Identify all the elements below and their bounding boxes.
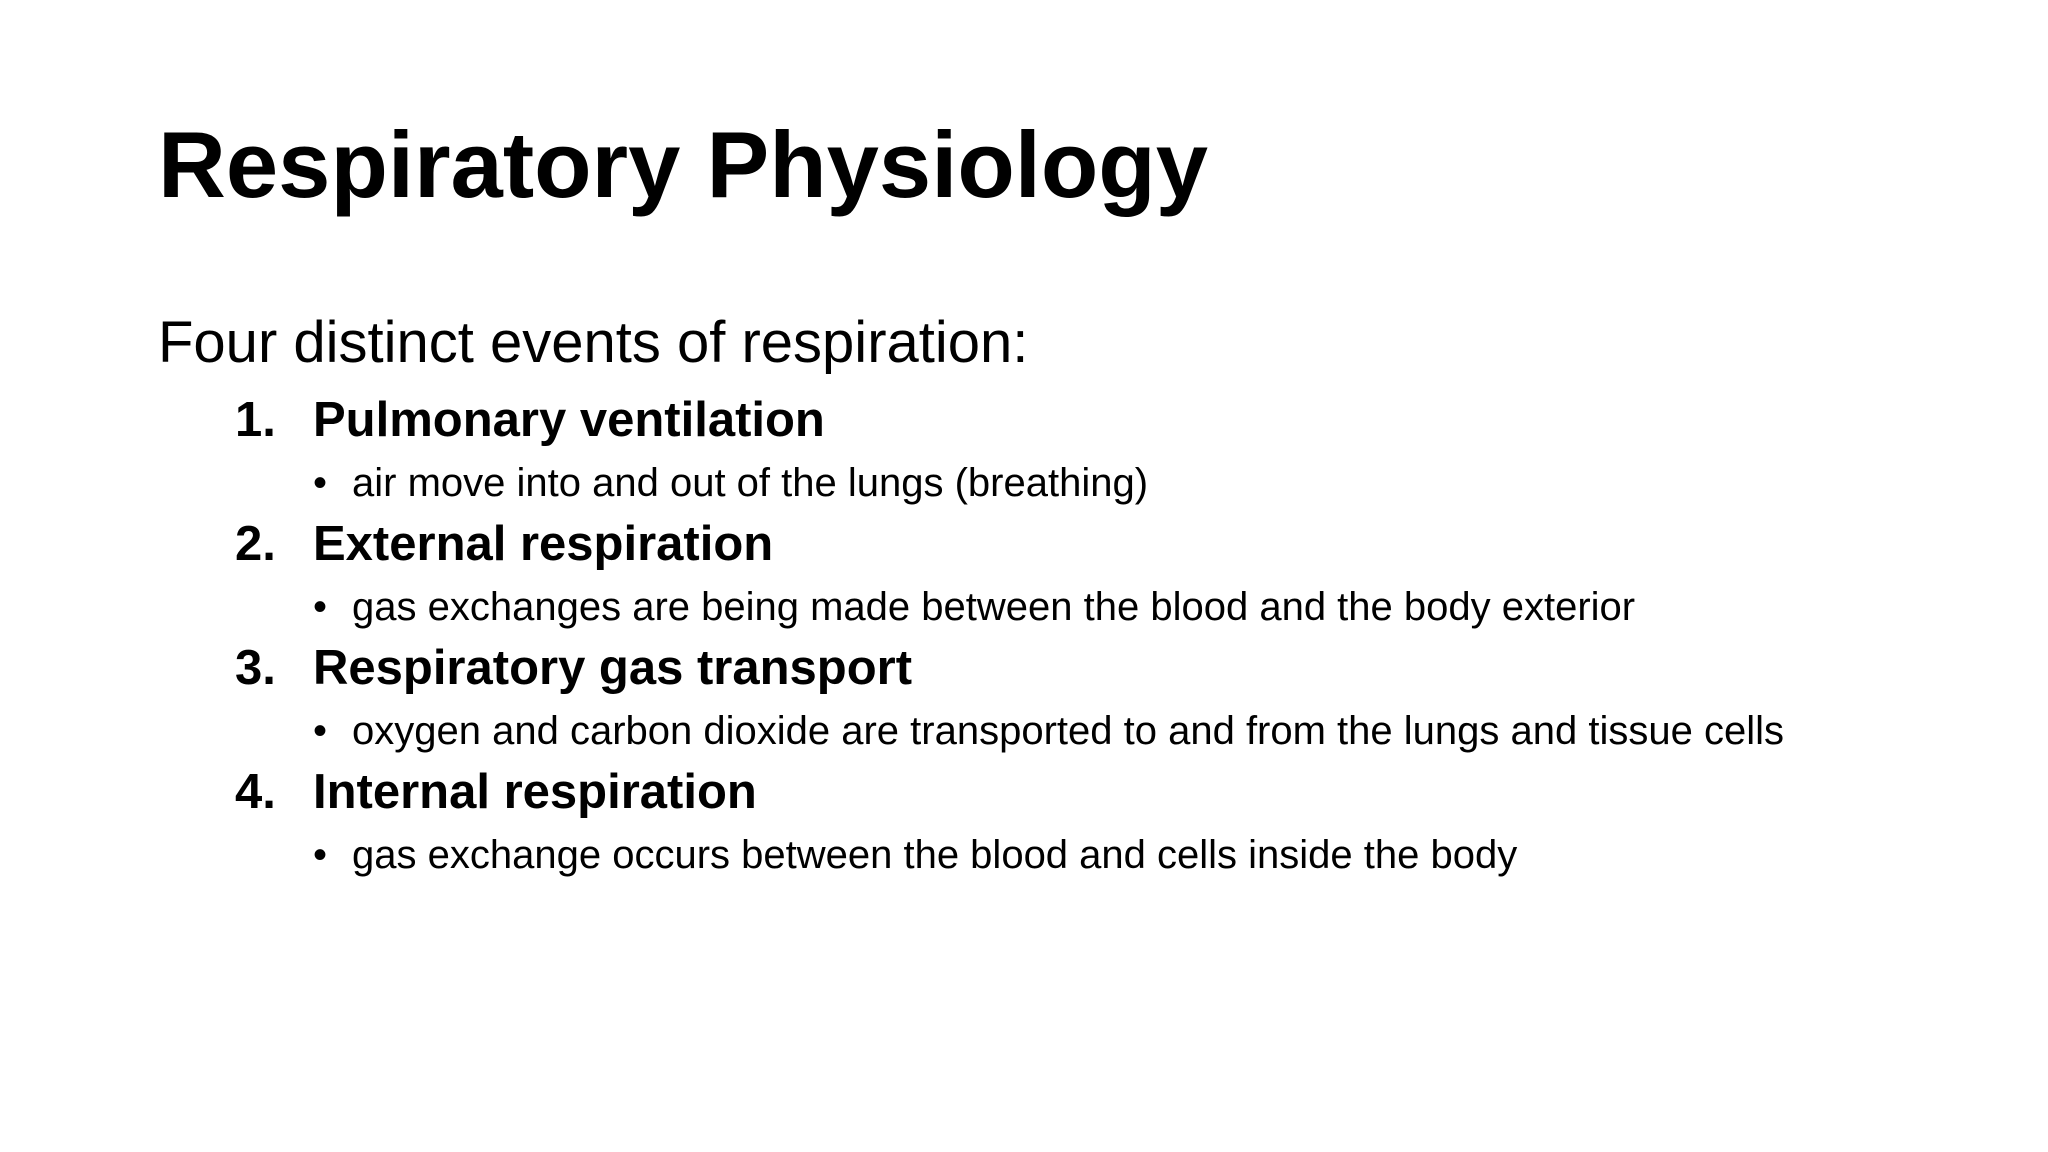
intro-text: Four distinct events of respiration: xyxy=(158,310,1029,375)
event-number: 2. xyxy=(235,517,276,571)
bullet-icon: • xyxy=(313,833,328,877)
event-title: Internal respiration xyxy=(313,765,757,819)
event-title: External respiration xyxy=(313,517,774,571)
event-number: 1. xyxy=(235,393,276,447)
event-title: Respiratory gas transport xyxy=(313,641,913,695)
event-description: gas exchanges are being made between the blood and the body exterior xyxy=(352,585,1636,629)
event-number: 4. xyxy=(235,765,276,819)
event-description: oxygen and carbon dioxide are transported to and from the lungs and tissue cells xyxy=(352,709,1784,753)
event-title: Pulmonary ventilation xyxy=(313,393,825,447)
bullet-icon: • xyxy=(313,585,328,629)
bullet-icon: • xyxy=(313,461,328,505)
bullet-icon: • xyxy=(313,709,328,753)
event-description: gas exchange occurs between the blood and cells inside the body xyxy=(352,833,1518,877)
slide-title: Respiratory Physiology xyxy=(158,112,1208,217)
event-number: 3. xyxy=(235,641,276,695)
event-description: air move into and out of the lungs (breathing) xyxy=(352,461,1149,505)
